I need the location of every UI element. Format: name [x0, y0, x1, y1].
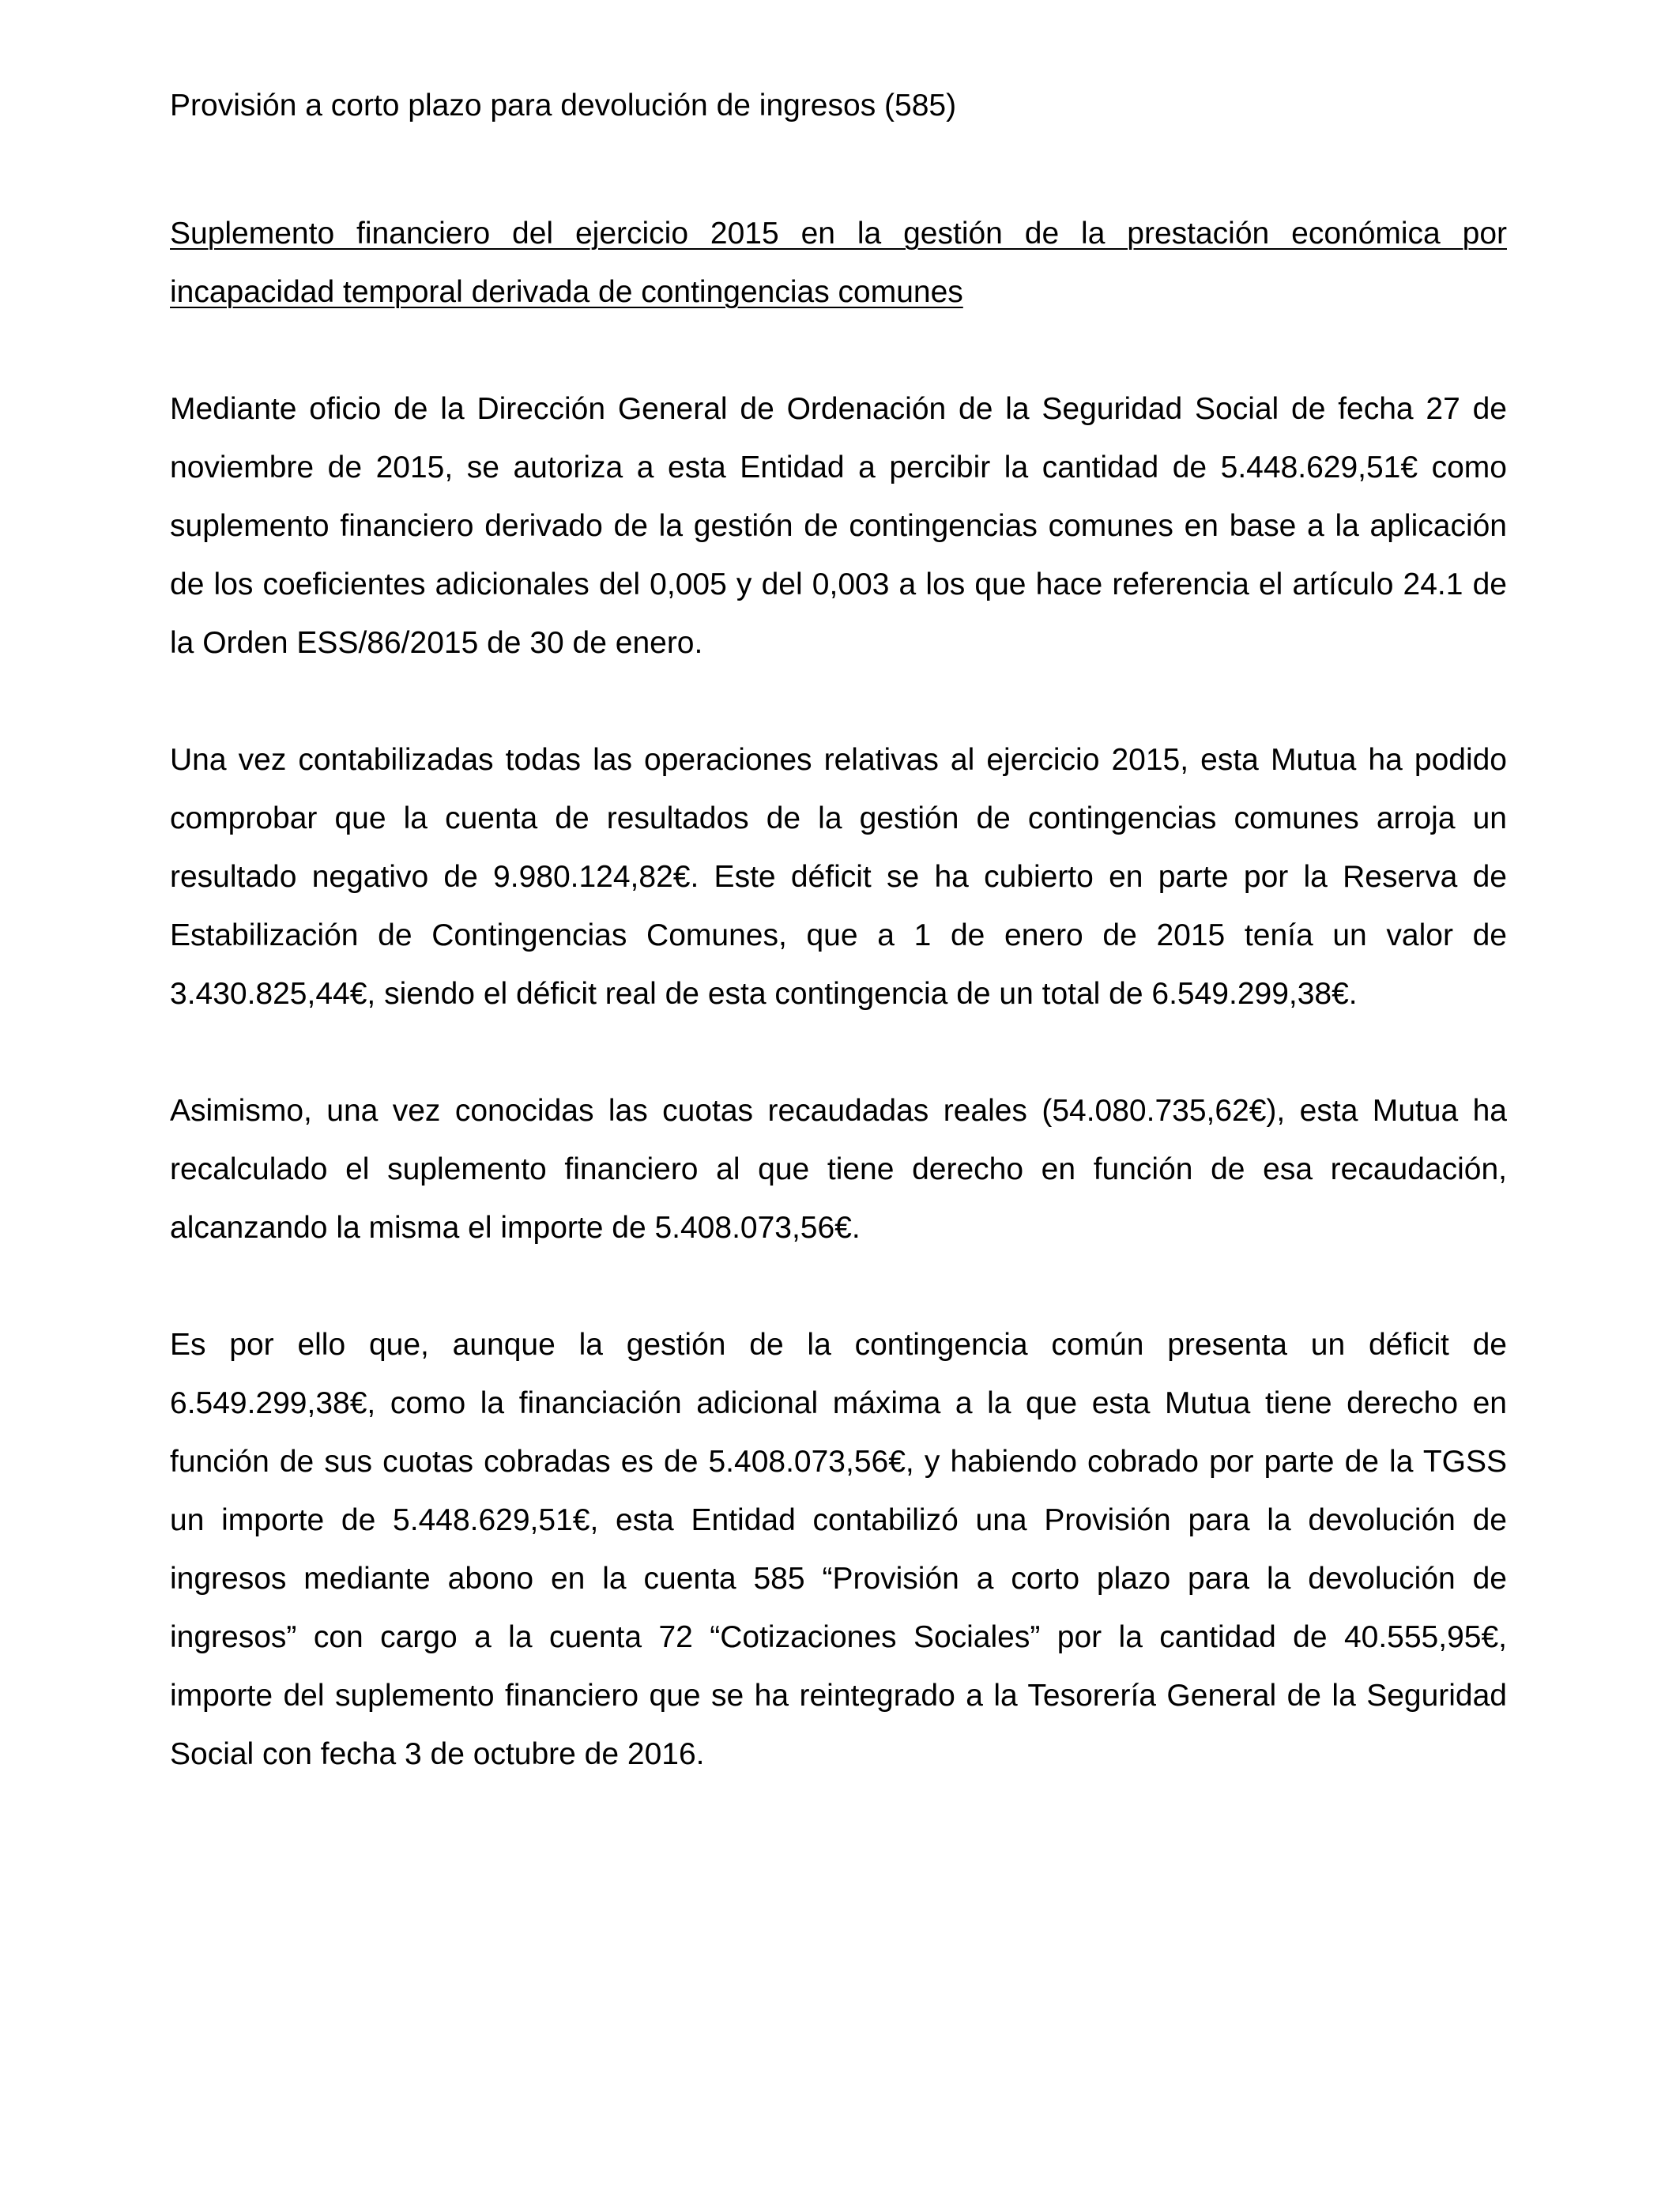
paragraph-deficit: Una vez contabilizadas todas las operaciones relativas al ejercicio 2015, esta Mutua ha podido comprobar que la cuenta de resultados de la gestión de contingencias comunes arroja un resultado negativo de 9.980.124,82€. Este déficit se ha cubierto en parte por la Reserva de Estabilización de Contingencias Comunes, que a 1 de enero de 2015 tenía un valor de 3.430.825,44€, siendo el déficit real de esta contingencia de un total de 6.549.299,38€.: [170, 743, 1507, 1011]
document-title: Provisión a corto plazo para devolución de ingresos (585): [170, 89, 957, 123]
section-subtitle: Suplemento financiero del ejercicio 2015 en la gestión de la prestación económica por incapacidad temporal derivada de contingencias comunes: [170, 217, 1507, 309]
paragraph-authorization: Mediante oficio de la Dirección General de Ordenación de la Seguridad Social de fecha 27 de noviembre de 2015, se autoriza a esta Entidad a percibir la cantidad de 5.448.629,51€ como suplemento financiero derivado de la gestión de contingencias comunes en base a la aplicación de los coeficientes adicionales del 0,005 y del 0,003 a los que hace referencia el artículo 24.1 de la Orden ESS/86/2015 de 30 de enero.: [170, 392, 1507, 660]
paragraph-provision: Es por ello que, aunque la gestión de la contingencia común presenta un déficit de 6.549.299,38€, como la financiación adicional máxima a la que esta Mutua tiene derecho en función de sus cuotas cobradas es de 5.408.073,56€, y habiendo cobrado por parte de la TGSS un importe de 5.448.629,51€, esta Entidad contabilizó una Provisión para la devolución de ingresos mediante abono en la cuenta 585 “Provisión a corto plazo para la devolución de ingresos” con cargo a la cuenta 72 “Cotizaciones Sociales” por la cantidad de 40.555,95€, importe del suplemento financiero que se ha reintegrado a la Tesorería General de la Seguridad Social con fecha 3 de octubre de 2016.: [170, 1328, 1507, 1771]
document-body: [170, 85, 1507, 1842]
paragraph-recalculation: Asimismo, una vez conocidas las cuotas recaudadas reales (54.080.735,62€), esta Mutua ha recalculado el suplemento financiero al que tiene derecho en función de esa recaudación, alcanzando la misma el importe de 5.408.073,56€.: [170, 1094, 1507, 1245]
